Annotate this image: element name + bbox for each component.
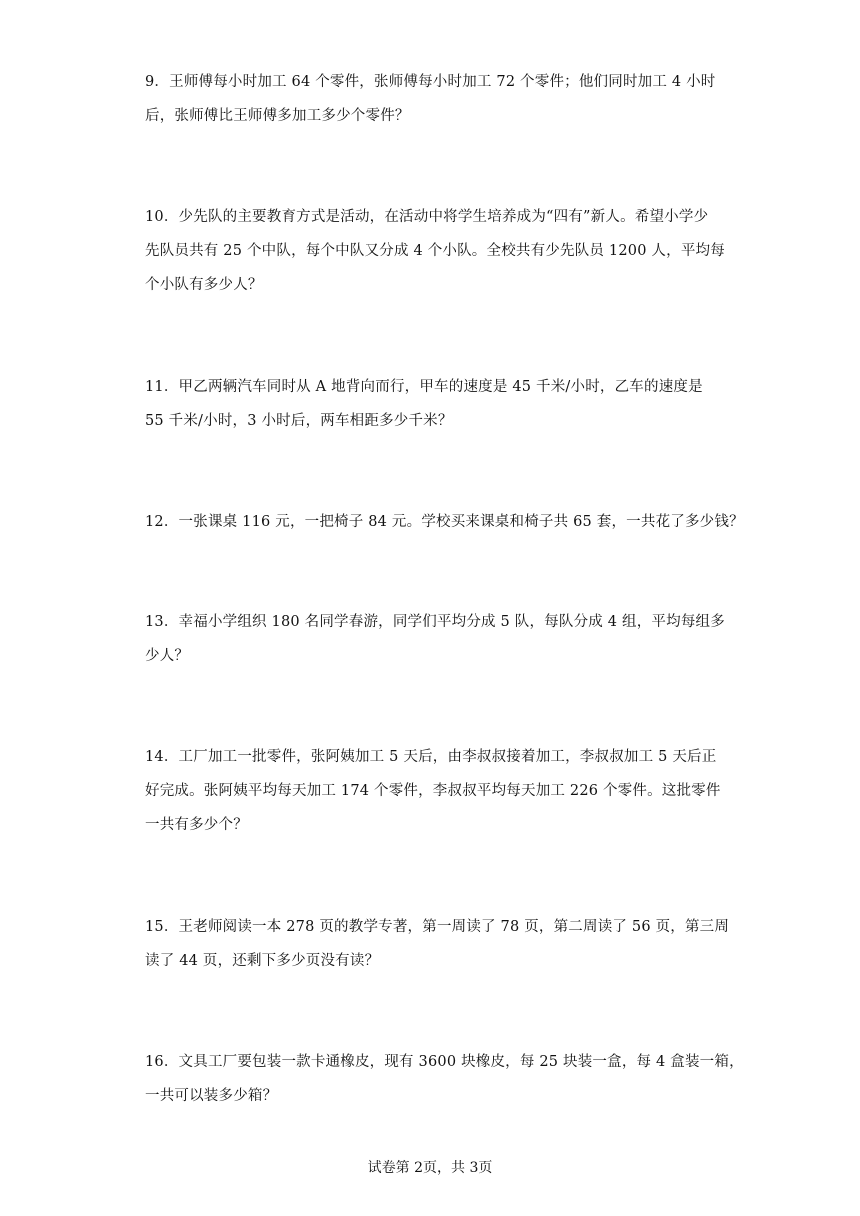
question-15: [145, 910, 730, 978]
question-text-line: 12．一张课桌 116 元，一把椅子 84 元。学校买来课桌和椅子共 65 套，一共花了多少钱？: [145, 514, 744, 530]
question-text-line: 少人？: [145, 648, 190, 664]
question-text-line: 后，张师傅比王师傅多加工多少个零件？: [145, 108, 410, 124]
question-text-line: 一共有多少个？: [145, 817, 248, 833]
question-text-line: 55 千米/小时，3 小时后，两车相距多少千米？: [145, 413, 453, 429]
question-13: [145, 605, 725, 673]
question-text-line: 个小队有多少人？: [145, 277, 263, 293]
page-footer: 试卷第 2页，共 3页: [367, 1160, 493, 1176]
question-text-line: 一共可以装多少箱？: [145, 1088, 278, 1104]
question-text-line: 14．工厂加工一批零件，张阿姨加工 5 天后，由李叔叔接着加工，李叔叔加工 5 天后正: [145, 749, 717, 765]
question-text-line: 读了 44 页，还剩下多少页没有读？: [145, 953, 380, 969]
question-10: [145, 200, 725, 302]
question-text-line: 16．文具工厂要包装一款卡通橡皮，现有 3600 块橡皮，每 25 块装一盒，每 4 盒装一箱，: [145, 1054, 744, 1070]
question-text-line: 9．王师傅每小时加工 64 个零件，张师傅每小时加工 72 个零件；他们同时加工 4 小时: [145, 74, 716, 90]
question-12: [145, 505, 744, 539]
question-text-line: 11．甲乙两辆汽车同时从 A 地背向而行，甲车的速度是 45 千米/小时，乙车的速度是: [145, 379, 703, 395]
question-text-line: 13．幸福小学组织 180 名同学春游，同学们平均分成 5 队，每队分成 4 组，平均每组多: [145, 614, 725, 630]
question-11: [145, 370, 725, 438]
question-9: [145, 65, 725, 133]
question-14: [145, 740, 725, 842]
question-text-line: 15．王老师阅读一本 278 页的教学专著，第一周读了 78 页，第二周读了 56 页，第三周: [145, 919, 730, 935]
question-text-line: 好完成。张阿姨平均每天加工 174 个零件，李叔叔平均每天加工 226 个零件。这批零件: [145, 783, 721, 799]
question-16: [145, 1045, 744, 1113]
question-text-line: 先队员共有 25 个中队，每个中队又分成 4 个小队。全校共有少先队员 1200 人，平均每: [145, 243, 725, 259]
question-text-line: 10．少先队的主要教育方式是活动，在活动中将学生培养成为“四有”新人。希望小学少: [145, 209, 709, 225]
